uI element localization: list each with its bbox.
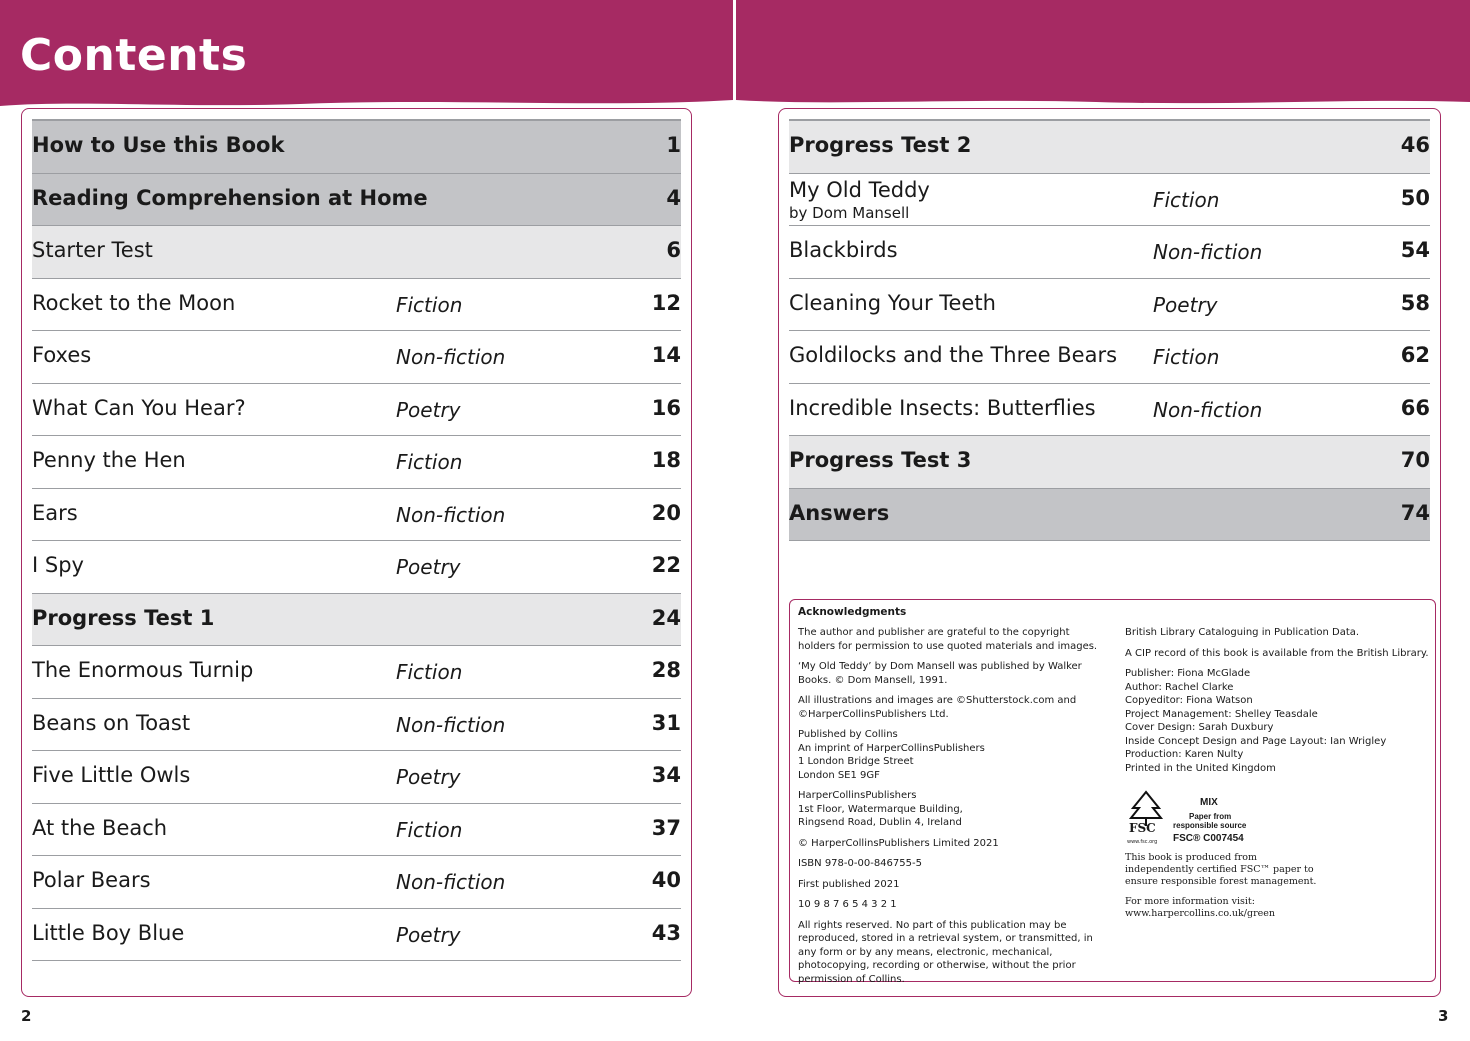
acknowledgment-paragraph: British Library Cataloguing in Publication Data.: [1125, 627, 1360, 638]
acknowledgment-paragraph: Published by Collins An imprint of HarperCollinsPublishers 1 London Bridge Street London SE1 9GF: [798, 729, 985, 781]
entry-title: I Spy: [32, 553, 84, 577]
entry-title: What Can You Hear?: [32, 395, 246, 420]
entry-page-number: 24: [651, 605, 681, 630]
contents-panel-right: [778, 108, 1441, 997]
entry-title: How to Use this Book: [32, 133, 285, 157]
contents-row: [32, 804, 681, 857]
entry-genre: Poetry: [396, 922, 461, 947]
entry-genre: Non-fiction: [396, 345, 506, 369]
contents-row: [789, 174, 1430, 227]
contents-row: [789, 384, 1430, 437]
fsc-note: This book is produced from independently certified FSC™ paper to ensure responsible forest management.: [1125, 852, 1317, 887]
fsc-visit: For more information visit: www.harpercollins.co.uk/green: [1125, 896, 1275, 919]
contents-row: [32, 436, 681, 489]
contents-row: [789, 436, 1430, 489]
entry-title: Cleaning Your Teeth: [789, 290, 996, 315]
acknowledgments-column-2: [1125, 626, 1430, 782]
contents-row: [32, 751, 681, 804]
entry-title: Five Little Owls: [32, 763, 191, 787]
acknowledgment-paragraph: ISBN 978-0-00-846755-5: [798, 858, 922, 869]
contents-row: [789, 489, 1430, 542]
acknowledgment-paragraph: The author and publisher are grateful to the copyright holders for permission to use quoted materials and images.: [798, 627, 1098, 652]
fsc-code: FSC® C007454: [1173, 833, 1244, 844]
entry-page-number: 62: [1400, 343, 1430, 367]
entry-title: Progress Test 3: [789, 448, 972, 472]
acknowledgments-box: [789, 599, 1436, 985]
header-banner-right: [736, 0, 1470, 100]
entry-page-number: 46: [1400, 133, 1430, 157]
page-number-left: 2: [21, 1007, 32, 1025]
entry-title: The Enormous Turnip: [32, 658, 254, 682]
entry-title: Ears: [32, 500, 78, 525]
entry-genre: Non-fiction: [396, 870, 506, 894]
entry-genre: Poetry: [396, 765, 461, 789]
contents-row: [789, 226, 1430, 279]
contents-row: [32, 594, 681, 647]
contents-list-left: [32, 119, 681, 961]
entry-page-number: 6: [666, 238, 681, 262]
acknowledgment-paragraph: © HarperCollinsPublishers Limited 2021: [798, 837, 999, 849]
entry-title: Incredible Insects: Butterflies: [789, 395, 1096, 420]
entry-title: Answers: [789, 500, 890, 525]
contents-row: [32, 699, 681, 752]
entry-page-number: 74: [1400, 500, 1430, 525]
entry-page-number: 37: [651, 815, 681, 840]
entry-title: Little Boy Blue: [32, 920, 185, 945]
entry-genre: Fiction: [396, 292, 463, 317]
entry-genre: Fiction: [396, 660, 463, 684]
contents-row: [789, 279, 1430, 332]
entry-title: Blackbirds: [789, 238, 898, 262]
acknowledgment-paragraph: All rights reserved. No part of this publication may be reproduced, stored in a retrieval system, or transmitted, in any form or by any means, electronic, mechanical, photocopying, recording or otherwise, without the prior permission of Collins.: [798, 919, 1093, 985]
acknowledgment-paragraph: Publisher: Fiona McGlade Author: Rachel Clarke Copyeditor: Fiona Watson Project Management: Shelley Teasdale Cover Design: Sarah Duxbury Inside Concept Design and Page Layout: Ian Wrigley Production: Karen Nulty Printed in the United Kingdom: [1125, 668, 1387, 774]
entry-page-number: 31: [651, 710, 681, 735]
fsc-mix: MIX: [1200, 797, 1218, 808]
entry-page-number: 58: [1400, 290, 1430, 315]
fsc-responsible-source: responsible source: [1173, 821, 1247, 830]
entry-page-number: 18: [651, 448, 681, 472]
contents-row: [789, 121, 1430, 174]
entry-title: Progress Test 1: [32, 605, 215, 630]
acknowledgments-column-1: [798, 626, 1108, 993]
page-number-right: 3: [1438, 1007, 1449, 1025]
entry-genre: Non-fiction: [396, 712, 506, 737]
fsc-logo-url: www.fsc.org: [1127, 839, 1158, 845]
entry-page-number: 54: [1400, 238, 1430, 262]
contents-row: [32, 489, 681, 542]
entry-genre: Poetry: [396, 555, 461, 579]
entry-title: Penny the Hen: [32, 448, 186, 472]
entry-page-number: 12: [651, 290, 681, 315]
entry-page-number: 34: [651, 763, 681, 787]
entry-page-number: 1: [666, 133, 681, 157]
contents-row: [32, 279, 681, 332]
entry-page-number: 40: [651, 868, 681, 892]
entry-title: Starter Test: [32, 238, 153, 262]
entry-page-number: 16: [651, 395, 681, 420]
acknowledgment-paragraph: First published 2021: [798, 878, 900, 890]
entry-title: At the Beach: [32, 815, 168, 840]
contents-row: [32, 226, 681, 279]
entry-page-number: 28: [651, 658, 681, 682]
acknowledgments-heading: Acknowledgments: [798, 606, 907, 618]
acknowledgment-paragraph: HarperCollinsPublishers 1st Floor, Watermarque Building, Ringsend Road, Dublin 4, Ireland: [798, 790, 963, 828]
acknowledgment-paragraph: A CIP record of this book is available from the British Library.: [1125, 647, 1429, 659]
contents-row: [32, 384, 681, 437]
entry-title: Polar Bears: [32, 868, 151, 892]
acknowledgment-paragraph: ‘My Old Teddy’ by Dom Mansell was published by Walker Books. © Dom Mansell, 1991.: [798, 661, 1082, 686]
entry-genre: Non-fiction: [396, 502, 506, 527]
entry-genre: Fiction: [1153, 345, 1220, 369]
acknowledgment-paragraph: All illustrations and images are ©Shutterstock.com and ©HarperCollinsPublishers Ltd.: [798, 695, 1077, 720]
contents-row: [32, 541, 681, 594]
entry-page-number: 4: [666, 185, 681, 210]
entry-title: Beans on Toast: [32, 710, 191, 735]
entry-page-number: 43: [651, 920, 681, 945]
entry-genre: Poetry: [396, 397, 461, 422]
contents-row: [32, 121, 681, 174]
fsc-logo-text: FSC: [1129, 821, 1156, 835]
contents-row: [32, 174, 681, 227]
contents-panel-left: [21, 108, 692, 997]
acknowledgment-paragraph: 10 9 8 7 6 5 4 3 2 1: [798, 899, 897, 910]
entry-genre: Fiction: [396, 450, 463, 474]
entry-genre: Fiction: [396, 817, 463, 842]
entry-byline: by Dom Mansell: [789, 203, 910, 222]
entry-genre: Non-fiction: [1153, 240, 1263, 264]
entry-title: Rocket to the Moon: [32, 290, 236, 315]
entry-title: Progress Test 2: [789, 133, 972, 157]
entry-page-number: 22: [651, 553, 681, 577]
entry-genre: Non-fiction: [1153, 397, 1263, 422]
entry-title: Goldilocks and the Three Bears: [789, 343, 1118, 367]
entry-page-number: 66: [1400, 395, 1430, 420]
contents-row: [32, 331, 681, 384]
contents-row: [32, 856, 681, 909]
entry-page-number: 70: [1400, 448, 1430, 472]
fsc-mix-label: [1125, 788, 1325, 848]
entry-genre: Fiction: [1153, 187, 1220, 212]
entry-title: Reading Comprehension at Home: [32, 185, 428, 210]
entry-page-number: 50: [1400, 185, 1430, 210]
entry-genre: Poetry: [1153, 292, 1218, 317]
entry-page-number: 14: [651, 343, 681, 367]
contents-row: [789, 331, 1430, 384]
entry-title: My Old Teddy: [789, 177, 930, 202]
page-title: Contents: [20, 30, 248, 81]
entry-title: Foxes: [32, 343, 92, 367]
entry-page-number: 20: [651, 500, 681, 525]
contents-row: [32, 909, 681, 962]
contents-list-right: [789, 119, 1430, 541]
fsc-paper-from: Paper from: [1189, 812, 1232, 821]
contents-row: [32, 646, 681, 699]
